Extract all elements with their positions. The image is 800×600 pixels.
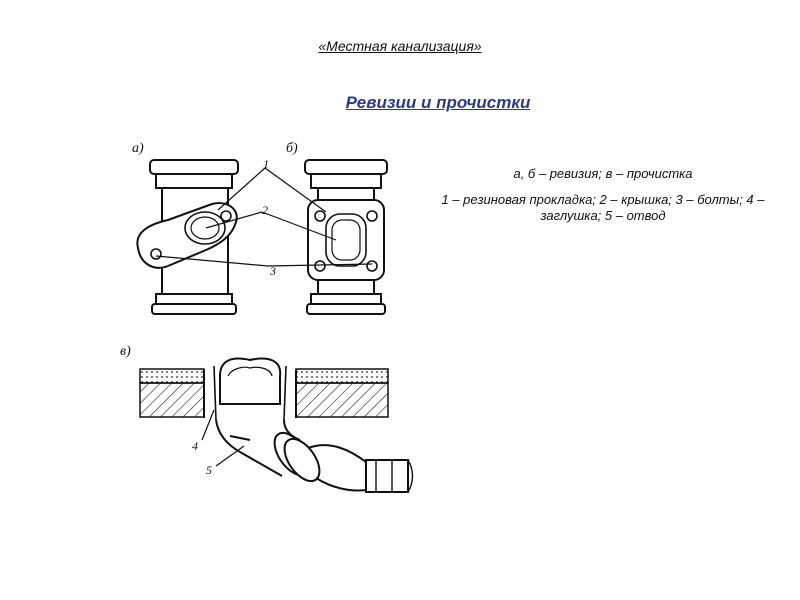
callout-5: 5 [206,463,212,477]
slide-title: Ревизии и прочистки [345,93,531,112]
section-header: «Местная канализация» [318,38,482,54]
figure-v-cleanout [120,344,413,492]
figure-b-revision [286,141,387,314]
callout-4: 4 [192,439,198,453]
figure-label-b: б) [286,141,298,156]
caption-line-1: а, б – ревизия; в – прочистка [513,166,693,181]
figure-label-a: а) [132,141,144,156]
callout-2: 2 [262,203,268,217]
figure-label-v: в) [120,344,131,359]
callout-1: 1 [263,157,269,171]
callout-3: 3 [270,264,276,278]
caption-line-2: 1 – резиновая прокладка; 2 – крышка; 3 – болты; 4 – заглушка; 5 – отвод [441,192,765,223]
figure-a-revision [132,141,238,314]
